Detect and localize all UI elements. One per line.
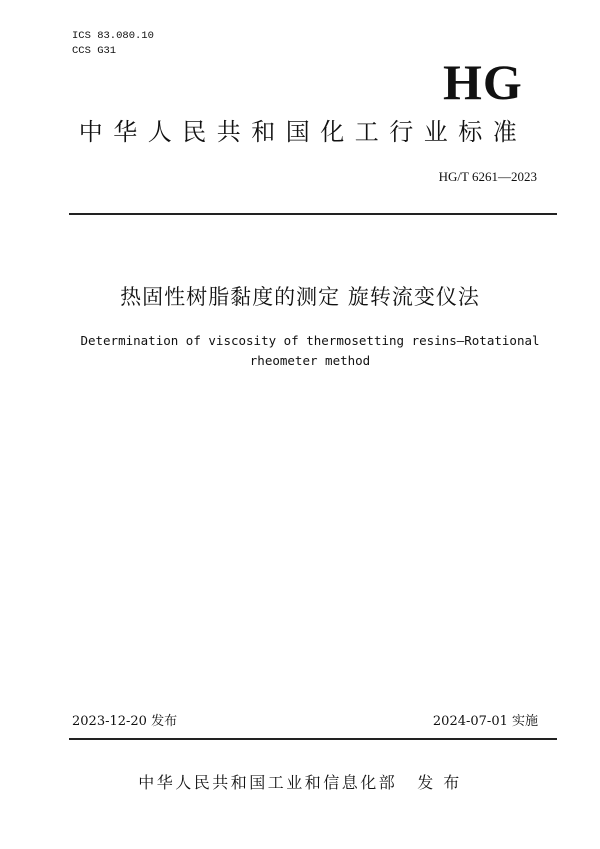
classification-codes [72, 29, 154, 59]
issuer-name: 中华人民共和国工业和信息化部 [138, 773, 398, 792]
ccs-code: CCS G31 [72, 45, 117, 57]
document-title-zh: 热固性树脂黏度的测定 旋转流变仪法 [120, 285, 480, 309]
issuing-authority [0, 772, 600, 794]
document-title-en-line2: rheometer method [249, 353, 371, 368]
top-divider [69, 213, 557, 215]
implementation-date: 2024-07-01 实施 [432, 714, 538, 729]
document-title-en [0, 331, 600, 371]
bottom-divider [69, 738, 557, 740]
issue-date: 2023-12-20 发布 [72, 714, 178, 729]
document-title-en-line1: Determination of viscosity of thermosetting resins—Rotational [80, 333, 540, 348]
issue-action: 发 布 [417, 773, 462, 792]
standard-number: HG/T 6261—2023 [438, 169, 537, 184]
standard-category-title: 中华人民共和国化工行业标准 [78, 118, 528, 146]
hg-logo: HG [443, 54, 523, 110]
ics-code: ICS 83.080.10 [72, 30, 154, 42]
